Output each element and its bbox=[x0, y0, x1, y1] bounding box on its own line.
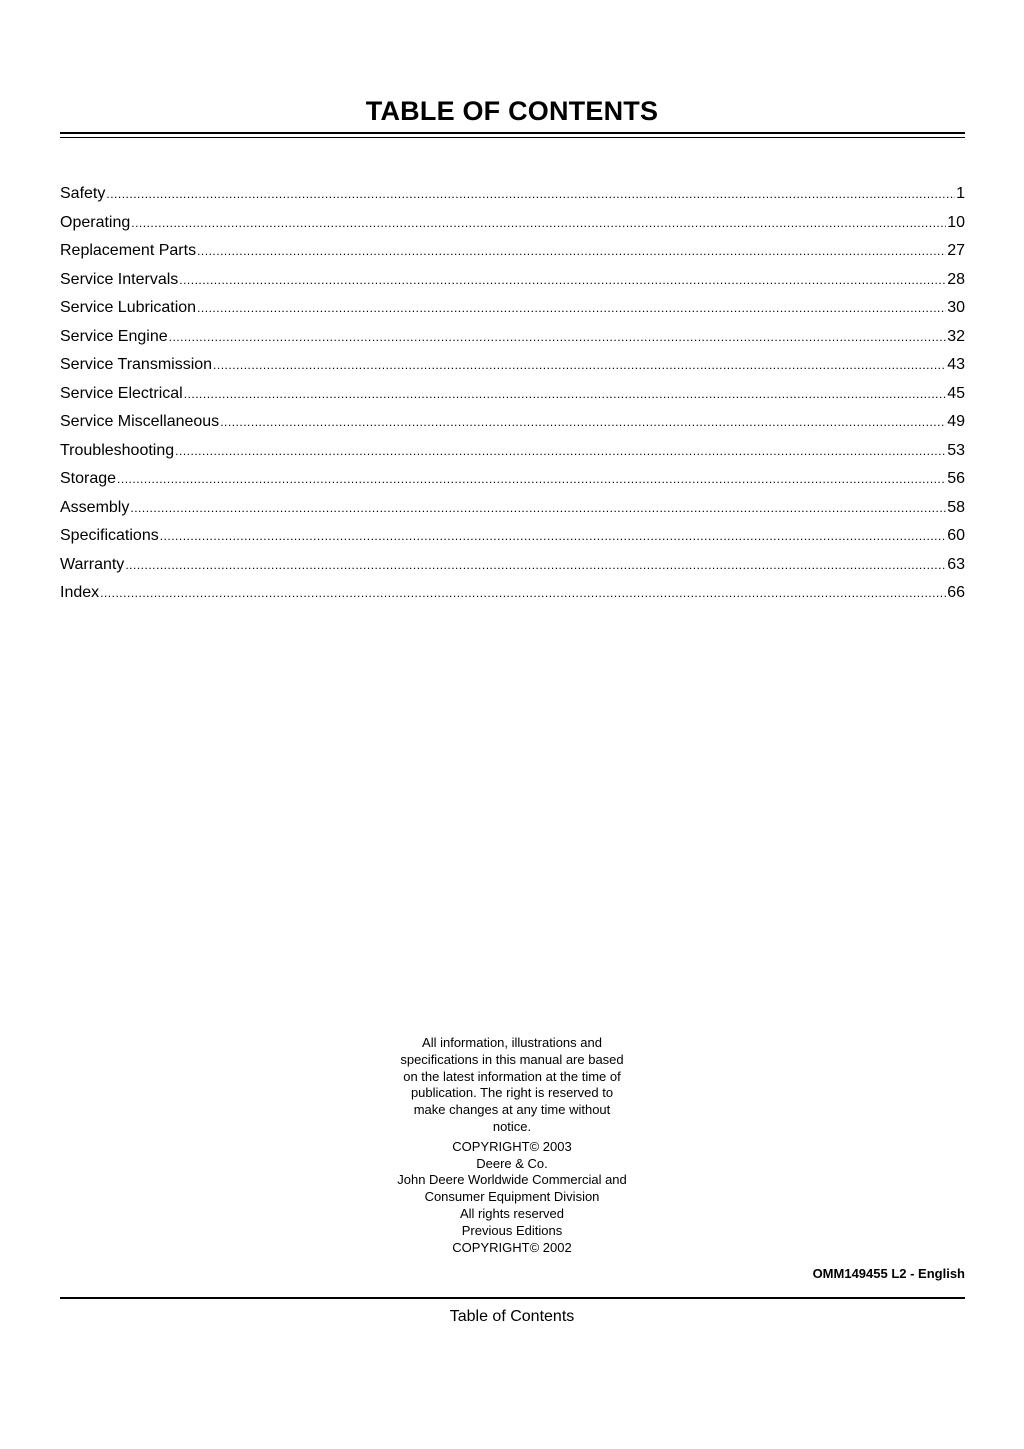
copyright-line: COPYRIGHT© 2002 bbox=[452, 1239, 572, 1255]
toc-entry-page: 30 bbox=[947, 299, 965, 316]
toc-entry-service-lubrication[interactable] bbox=[60, 294, 965, 323]
page-title: TABLE OF CONTENTS bbox=[365, 96, 659, 126]
title-double-rule bbox=[60, 132, 965, 138]
toc-dot-leader bbox=[184, 380, 947, 409]
toc-entry-label: Index bbox=[60, 584, 100, 601]
toc-dot-leader bbox=[213, 351, 946, 380]
toc-entry-label: Service Electrical bbox=[60, 384, 183, 402]
copyright-line: John Deere Worldwide Commercial and bbox=[397, 1172, 627, 1188]
footer-rule bbox=[60, 1297, 965, 1299]
copyright-line: COPYRIGHT© 2003 bbox=[452, 1138, 572, 1154]
toc-entry-assembly[interactable] bbox=[60, 494, 965, 523]
toc-entry-page: 45 bbox=[947, 384, 965, 402]
disclaimer-line: publication. The right is reserved to bbox=[410, 1085, 614, 1101]
toc-dot-leader bbox=[175, 437, 946, 466]
toc-entry-page: 56 bbox=[947, 470, 965, 487]
toc-entry-label: Service Lubrication bbox=[60, 299, 197, 316]
toc-entry-service-engine[interactable] bbox=[60, 323, 965, 352]
toc-entry-storage[interactable] bbox=[60, 465, 965, 494]
copyright-line: Previous Editions bbox=[461, 1222, 563, 1238]
toc-entry-service-intervals[interactable] bbox=[60, 266, 965, 295]
toc-entry-page: 63 bbox=[947, 555, 965, 573]
toc-entry-label: Specifications bbox=[60, 527, 159, 544]
footer-section-label: Table of Contents bbox=[449, 1308, 575, 1325]
toc-dot-leader bbox=[160, 522, 946, 551]
copyright-line: Consumer Equipment Division bbox=[424, 1189, 600, 1205]
toc-entry-page: 43 bbox=[947, 356, 965, 373]
toc-entry-safety[interactable] bbox=[60, 180, 965, 209]
toc-entry-label: Service Transmission bbox=[60, 356, 213, 373]
toc-entry-warranty[interactable] bbox=[60, 551, 965, 580]
toc-entry-page: 1 bbox=[956, 185, 965, 202]
disclaimer-line: All information, illustrations and bbox=[422, 1035, 602, 1050]
toc-dot-leader bbox=[179, 266, 946, 295]
toc-entry-troubleshooting[interactable] bbox=[60, 437, 965, 466]
document-id: OMM149455 L2 - English bbox=[812, 1266, 965, 1281]
toc-entry-page: 49 bbox=[947, 413, 965, 430]
disclaimer-line: notice. bbox=[492, 1118, 532, 1134]
toc-entry-label: Operating bbox=[60, 213, 131, 231]
toc-entry-replacement-parts[interactable] bbox=[60, 237, 965, 266]
toc-entry-service-transmission[interactable] bbox=[60, 351, 965, 380]
disclaimer-line: on the latest information at the time of bbox=[403, 1068, 621, 1084]
toc-entry-service-electrical[interactable] bbox=[60, 380, 965, 409]
toc-entry-page: 28 bbox=[947, 270, 965, 288]
toc-entry-label: Assembly bbox=[60, 498, 130, 516]
toc-entry-page: 58 bbox=[947, 498, 965, 516]
toc-entry-label: Warranty bbox=[60, 555, 125, 573]
toc-dot-leader bbox=[130, 494, 946, 523]
toc-entry-label: Storage bbox=[60, 470, 117, 487]
toc-dot-leader bbox=[220, 408, 946, 437]
toc-entry-page: 32 bbox=[947, 327, 965, 345]
toc-entry-page: 66 bbox=[947, 584, 965, 601]
legal-notice bbox=[362, 1035, 662, 1256]
toc-entry-page: 27 bbox=[947, 242, 965, 259]
toc-dot-leader bbox=[131, 209, 946, 238]
disclaimer-block bbox=[362, 1035, 662, 1136]
toc-entry-label: Safety bbox=[60, 185, 106, 202]
toc-entry-page: 60 bbox=[947, 527, 965, 544]
disclaimer-line: specifications in this manual are based bbox=[400, 1051, 624, 1067]
toc-entry-specifications[interactable] bbox=[60, 522, 965, 551]
toc-list bbox=[60, 180, 965, 608]
toc-dot-leader bbox=[197, 237, 946, 266]
toc-dot-leader bbox=[100, 579, 946, 608]
toc-dot-leader bbox=[125, 551, 946, 580]
toc-entry-label: Service Miscellaneous bbox=[60, 413, 220, 430]
toc-entry-service-miscellaneous[interactable] bbox=[60, 408, 965, 437]
toc-entry-operating[interactable] bbox=[60, 209, 965, 238]
toc-entry-index[interactable] bbox=[60, 579, 965, 608]
toc-entry-page: 10 bbox=[947, 213, 965, 231]
toc-entry-label: Troubleshooting bbox=[60, 441, 175, 459]
toc-entry-label: Service Intervals bbox=[60, 270, 179, 288]
toc-entry-page: 53 bbox=[947, 441, 965, 459]
copyright-line: Deere & Co. bbox=[476, 1155, 548, 1171]
toc-dot-leader bbox=[169, 323, 947, 352]
disclaimer-line: make changes at any time without bbox=[413, 1102, 611, 1118]
copyright-block bbox=[362, 1139, 662, 1257]
toc-entry-label: Service Engine bbox=[60, 327, 168, 345]
toc-dot-leader bbox=[117, 465, 946, 494]
copyright-line: All rights reserved bbox=[459, 1205, 565, 1221]
toc-dot-leader bbox=[106, 180, 955, 209]
toc-entry-label: Replacement Parts bbox=[60, 242, 197, 259]
toc-dot-leader bbox=[197, 294, 946, 323]
